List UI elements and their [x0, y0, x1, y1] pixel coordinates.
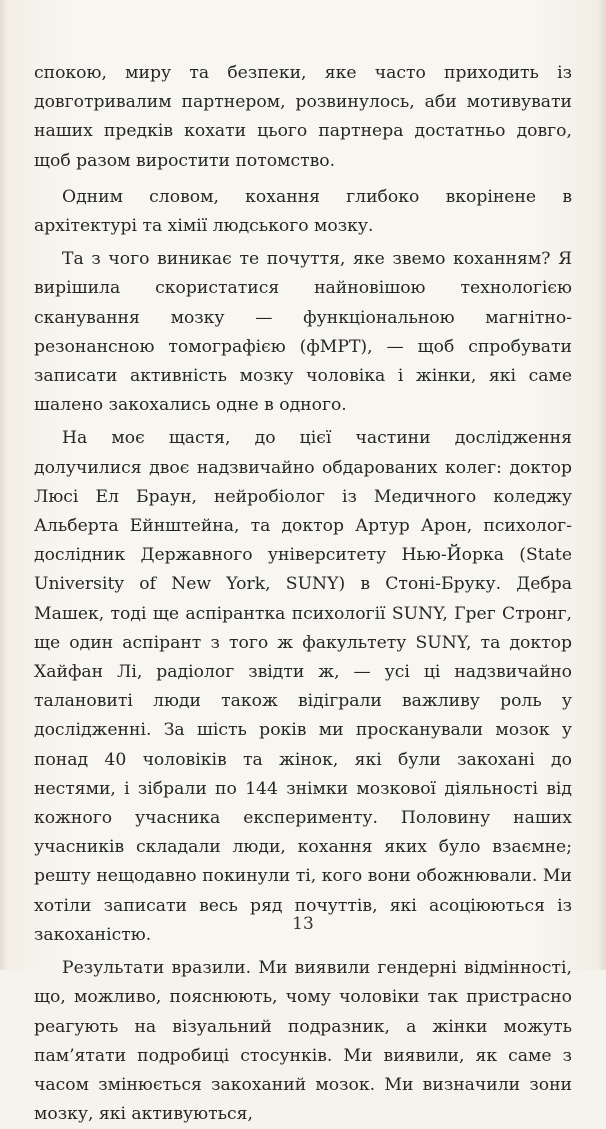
paragraph-5: Результати вразили. Ми виявили гендерні відмінності, що, можливо, пояснюють, чому чоловіки так пристрасно реагують на візуальний подразник, а жінки можуть пам’ятати подробиці стосунків. Ми виявили, як саме з часом змінюється закоханий мозок. Ми визначили зони мозку, які активуються,: [34, 958, 572, 1125]
page-right-shadow: [598, 0, 606, 970]
paragraph-1: спокою, миру та безпеки, яке часто приходить із довготривалим партнером, розвинулось, аби мотивувати наших предків кохати цього партнера достатньо довго, щоб разом виростити потомство.: [34, 63, 572, 171]
page-text: [34, 59, 572, 1129]
paragraph-4: На моє щастя, до цієї частини дослідження долучилися двоє надзвичайно обдарованих колег: доктор Люсі Ел Браун, нейробіолог із Медичного коледжу Альберта Ейнштейна, та доктор Артур Арон, психолог-дослідник Державного університету Нью-Йорка (State University of New York, SUNY) в Стоні-Бруку. Дебра Машек, тоді ще аспірантка психології SUNY, Грег Стронг, ще один аспірант з того ж факультету SUNY, та доктор Хайфан Лі, радіолог звідти ж, — усі ці надзвичайно талановиті люди також відіграли важливу роль у дослідженні. За шість років ми просканували мозок у понад 40 чоловіків та жінок, які були закохані до нестями, і зібрали по 144 знімки мозкової діяльності від кожного учасника експерименту. Половину наших учасників складали люди, кохання яких було взаємне; решту нещодавно покинули ті, кого вони обожнювали. Ми хотіли записати весь ряд почуттів, які асоціюються із закоханістю.: [34, 428, 572, 945]
page-left-shadow: [0, 0, 8, 970]
page-number: 13: [292, 914, 314, 934]
paragraph-3: Та з чого виникає те почуття, яке звемо коханням? Я вирішила скористатися найновішою технологією сканування мозку — функціональною магнітно-резонансною томографією (фМРТ), — щоб спробувати записати активність мозку чоловіка і жінки, які саме шалено закохались одне в одного.: [34, 249, 572, 416]
paragraph-2: Одним словом, кохання глибоко вкорінене в архітектурі та хімії людського мозку.: [34, 186, 572, 237]
